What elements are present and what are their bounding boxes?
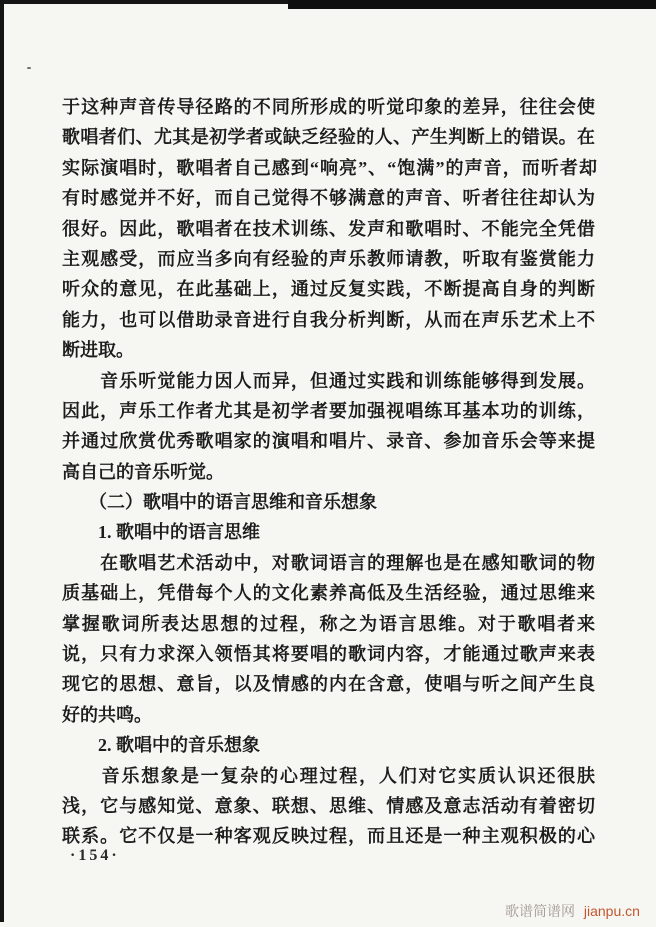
text-line: 现它的思想、意旨，以及情感的内在含意，使唱与听之间产生良 — [62, 674, 595, 695]
text-line: 并通过欣赏优秀歌唱家的演唱和唱片、录音、参加音乐会等来提 — [62, 431, 595, 452]
text-line: 能力，也可以借助录音进行自我分析判断，从而在声乐艺术上不 — [62, 309, 595, 330]
text-line: 质基础上，凭借每个人的文化素养高低及生活经验，通过思维来 — [62, 583, 595, 604]
text-line: 说，只有力求深入领悟其将要唱的歌词内容，才能通过歌声来表 — [62, 644, 595, 665]
text-line: 好的共鸣。 — [62, 704, 152, 725]
text-line: 歌唱者们、尤其是初学者或缺乏经验的人、产生判断上的错误。在 — [62, 127, 595, 148]
text-line: 于这种声音传导径路的不同所形成的听觉印象的差异，往往会使 — [62, 97, 595, 117]
watermark-site-url: jianpu.cn — [583, 903, 640, 919]
subsection-heading: 1. 歌唱中的语言思维 — [62, 522, 260, 543]
subsection-heading: 2. 歌唱中的音乐想象 — [62, 735, 260, 756]
watermark — [505, 901, 640, 921]
text-line: 主观感受，而应当多向有经验的声乐教师请教，听取有鉴赏能力 — [62, 248, 595, 269]
text-line: 联系。它不仅是一种客观反映过程，而且还是一种主观积极的心 — [62, 826, 595, 847]
watermark-site-name: 歌谱简谱网 — [505, 903, 575, 919]
text-line: 实际演唱时，歌唱者自己感到“响亮”、“饱满”的声音，而听者却 — [62, 157, 595, 178]
page-text-block — [62, 92, 595, 852]
scan-edge-top-right — [288, 0, 656, 9]
text-line: 高自己的音乐听觉。 — [62, 461, 224, 482]
text-line: 掌握歌词所表达思想的过程，称之为语言思维。对于歌唱者来 — [62, 613, 595, 634]
text-line: 音乐想象是一复杂的心理过程，人们对它实质认识还很肤 — [62, 765, 595, 786]
text-line: 在歌唱艺术活动中，对歌词语言的理解也是在感知歌词的物 — [62, 552, 595, 573]
scan-speck — [27, 67, 31, 69]
section-heading: （二）歌唱中的语言思维和音乐想象 — [62, 492, 377, 513]
text-line: 因此，声乐工作者尤其是初学者要加强视唱练耳基本功的训练， — [62, 400, 595, 421]
text-line: 听众的意见，在此基础上，通过反复实践，不断提高自身的判断 — [62, 279, 595, 300]
text-line: 很好。因此，歌唱者在技术训练、发声和歌唱时、不能完全凭借 — [62, 218, 595, 239]
text-line: 浅，它与感知觉、意象、联想、思维、情感及意志活动有着密切 — [62, 795, 595, 816]
text-line: 断进取。 — [62, 340, 134, 361]
page-number: ·154· — [70, 847, 120, 864]
text-line: 音乐听觉能力因人而异，但通过实践和训练能够得到发展。 — [62, 370, 595, 391]
scan-edge-left — [0, 0, 4, 922]
text-line: 有时感觉并不好，而自己觉得不够满意的声音、听者往往却认为 — [62, 188, 595, 209]
